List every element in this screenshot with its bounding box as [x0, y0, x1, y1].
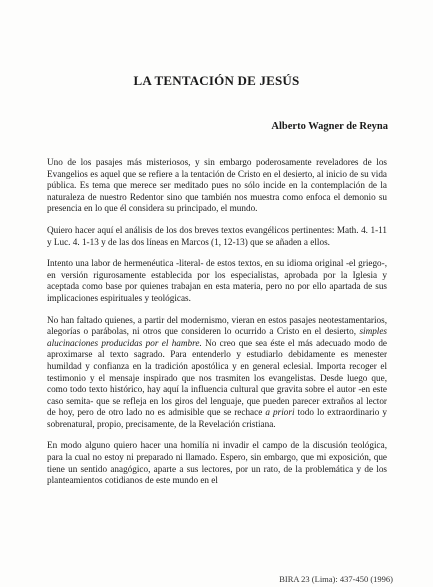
text-run: No han faltado quienes, a partir del modernismo, vieran en estos pasajes neotestamentarios, alegorías o parábolas, ni otros que consideren lo ocurrido a Cristo en el desierto,: [47, 314, 387, 337]
text-run: Uno de los pasajes más misteriosos, y sin embargo poderosamente reveladores de los Evangelios es aquel que se refiere a la tentación de Cristo en el desierto, al inicio de su vida pública. Es tema que merece ser meditado pues no sólo incide en la contemplación de la naturaleza de nuestro Redentor sino que también nos muestra como enfoca el demonio su presencia en lo que él considera su principado, el mundo.: [47, 157, 387, 214]
italic-text: simples alucinaciones producidas por el hambre.: [47, 326, 387, 348]
paragraph: [47, 157, 387, 215]
author-name: Alberto Wagner de Reyna: [271, 121, 388, 132]
document-title: LA TENTACIÓN DE JESÚS: [133, 73, 300, 88]
paragraph: [47, 258, 387, 304]
italic-text: a priori: [265, 407, 295, 418]
text-run: Quiero hacer aquí el análisis de los dos breves textos evangélicos pertinentes: Math. 4. 1-11 y Luc. 4. 1-13 y de las dos líneas en Marcos (1, 12-13) que se añaden a ellos.: [47, 224, 387, 247]
paragraph: [47, 440, 387, 486]
paragraph: [47, 315, 387, 431]
body-text: [47, 157, 387, 497]
citation-footer: BIRA 23 (Lima): 437-450 (1996): [279, 574, 393, 584]
text-run: Intento una labor de hermenéutica -literal- de estos textos, en su idioma original -el griego-, en versión rigurosamente establecida por los especialistas, aprobada por la Iglesia y aceptada como base por quienes trabajan en esta materia, pero no por ello apartada de sus implicaciones espirituales y teológicas.: [47, 258, 387, 303]
text-run: En modo alguno quiero hacer una homilía ni invadir el campo de la discusión teológica, para la cual no estoy ni preparado ni llamado. Espero, sin embargo, que mi exposición, que tiene un sentido anagógico, aparte a sus lectores, por un rato, de la problemática y de los planteamientos cotidianos de este mundo en el: [47, 440, 387, 486]
text-run: todo lo extraordinario y sobrenatural, propio, precisamente, de la Revelación cristiana.: [47, 407, 387, 429]
text-run: No creo que sea éste el más adecuado modo de aproximarse al texto sagrado. Para entenderlo y estudiarlo debidamente es menester humildad y confianza en la tradición apostólica y en general eclesial. Importa recoger el testimonio y el mensaje inspirado que nos trasmiten los evangelistas. Desde luego que, como todo texto histórico, hay aquí la influencia cultural que gravita sobre el autor -en este caso semita- que se refleja en los giros del lenguaje, que pueden parecer extraños al lector de hoy, pero de otro lado no es admisible que se rechace: [47, 337, 387, 418]
paragraph: [47, 225, 387, 248]
